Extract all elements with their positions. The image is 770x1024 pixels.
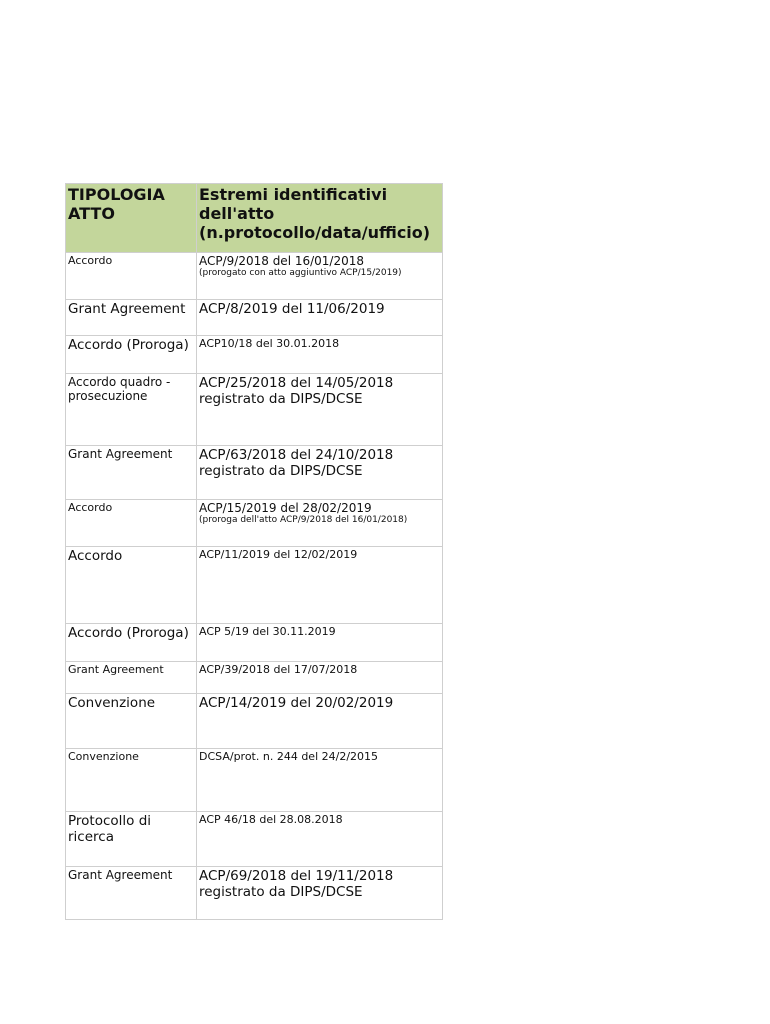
row-estremi: ACP/11/2019 del 12/02/2019	[197, 547, 443, 624]
row-tipo: Grant Agreement	[66, 662, 197, 694]
table-row	[66, 624, 443, 662]
row-tipo: Accordo	[66, 500, 197, 547]
row-estremi: ACP 5/19 del 30.11.2019	[197, 624, 443, 662]
row-estremi: ACP/14/2019 del 20/02/2019	[197, 694, 443, 749]
table-row	[66, 812, 443, 867]
table-row	[66, 500, 443, 547]
row-estremi: ACP/39/2018 del 17/07/2018	[197, 662, 443, 694]
row-estremi	[197, 500, 443, 547]
row-estremi: ACP/69/2018 del 19/11/2018 registrato da DIPS/DCSE	[197, 867, 443, 920]
table-row	[66, 694, 443, 749]
table-row	[66, 336, 443, 374]
row-tipo: Accordo (Proroga)	[66, 336, 197, 374]
row-estremi: ACP 46/18 del 28.08.2018	[197, 812, 443, 867]
row-estremi: ACP/25/2018 del 14/05/2018 registrato da DIPS/DCSE	[197, 374, 443, 446]
table-row	[66, 374, 443, 446]
row-estremi-note: (prorogato con atto aggiuntivo ACP/15/2019)	[199, 268, 402, 279]
row-tipo: Convenzione	[66, 694, 197, 749]
row-tipo: Convenzione	[66, 749, 197, 812]
header-estremi: Estremi identificativi dell'atto (n.protocollo/data/ufficio)	[197, 184, 443, 253]
table-row	[66, 446, 443, 500]
atti-table	[65, 183, 443, 920]
row-estremi: DCSA/prot. n. 244 del 24/2/2015	[197, 749, 443, 812]
table-row	[66, 300, 443, 336]
row-estremi: ACP/8/2019 del 11/06/2019	[197, 300, 443, 336]
row-estremi: ACP10/18 del 30.01.2018	[197, 336, 443, 374]
row-tipo: Grant Agreement	[66, 300, 197, 336]
row-estremi: ACP/63/2018 del 24/10/2018 registrato da DIPS/DCSE	[197, 446, 443, 500]
table-header-row	[66, 184, 443, 253]
row-tipo: Accordo quadro - prosecuzione	[66, 374, 197, 446]
row-tipo: Grant Agreement	[66, 867, 197, 920]
table-row	[66, 662, 443, 694]
header-tipologia: TIPOLOGIA ATTO	[66, 184, 197, 253]
row-tipo: Grant Agreement	[66, 446, 197, 500]
row-estremi-text: ACP/9/2018 del 16/01/2018	[199, 254, 364, 268]
row-tipo: Accordo	[66, 547, 197, 624]
table-row	[66, 867, 443, 920]
table-row	[66, 253, 443, 300]
table-row	[66, 547, 443, 624]
row-tipo: Accordo	[66, 253, 197, 300]
row-estremi-note: (proroga dell'atto ACP/9/2018 del 16/01/2018)	[199, 515, 408, 526]
table-row	[66, 749, 443, 812]
row-estremi-text: ACP/15/2019 del 28/02/2019	[199, 501, 372, 515]
row-tipo: Accordo (Proroga)	[66, 624, 197, 662]
row-estremi	[197, 253, 443, 300]
row-tipo: Protocollo di ricerca	[66, 812, 197, 867]
